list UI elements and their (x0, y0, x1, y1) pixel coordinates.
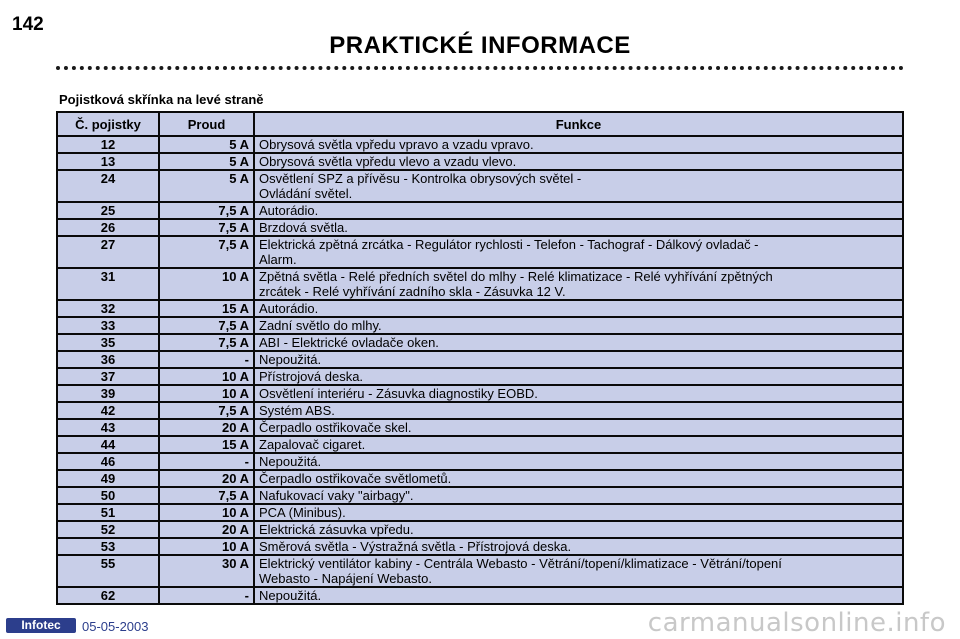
current-cell: 7,5 A (159, 219, 254, 236)
fuse-number-cell: 24 (57, 170, 159, 202)
function-line: Autorádio. (259, 301, 319, 316)
function-cell (254, 487, 903, 504)
function-cell (254, 419, 903, 436)
fuse-number-cell: 35 (57, 334, 159, 351)
function-line: Směrová světla - Výstražná světla - Přístrojová deska. (259, 539, 572, 554)
function-cell (254, 504, 903, 521)
function-line: Zadní světlo do mlhy. (259, 318, 382, 333)
function-cell (254, 470, 903, 487)
function-line: Elektrická zpětná zrcátka - Regulátor rychlosti - Telefon - Tachograf - Dálkový ovladač - (259, 237, 759, 252)
table-row (57, 555, 903, 587)
function-cell (254, 453, 903, 470)
current-cell: 20 A (159, 470, 254, 487)
table-row (57, 317, 903, 334)
current-cell: 5 A (159, 136, 254, 153)
current-cell: 30 A (159, 555, 254, 587)
function-line: Osvětlení SPZ a přívěsu - Kontrolka obrysových světel - (259, 171, 582, 186)
function-line: Osvětlení interiéru - Zásuvka diagnostiky EOBD. (259, 386, 538, 401)
fuse-number-cell: 13 (57, 153, 159, 170)
fuse-number-cell: 31 (57, 268, 159, 300)
function-cell (254, 351, 903, 368)
table-row (57, 385, 903, 402)
current-cell: 5 A (159, 170, 254, 202)
function-cell (254, 136, 903, 153)
function-cell (254, 317, 903, 334)
fuse-number-cell: 37 (57, 368, 159, 385)
function-line: Ovládání světel. (259, 186, 353, 201)
function-cell (254, 587, 903, 604)
page-number: 142 (12, 14, 44, 35)
fuse-number-cell: 36 (57, 351, 159, 368)
table-row (57, 268, 903, 300)
table-header-row (57, 112, 903, 136)
current-cell: 7,5 A (159, 334, 254, 351)
current-cell: 10 A (159, 368, 254, 385)
function-cell (254, 385, 903, 402)
fuse-number-cell: 32 (57, 300, 159, 317)
function-cell (254, 170, 903, 202)
table-row (57, 419, 903, 436)
fuse-number-cell: 27 (57, 236, 159, 268)
function-cell (254, 202, 903, 219)
function-line: zrcátek - Relé vyhřívání zadního skla - Zásuvka 12 V. (259, 284, 566, 299)
table-row (57, 504, 903, 521)
current-cell: 20 A (159, 419, 254, 436)
function-line: ABI - Elektrické ovladače oken. (259, 335, 439, 350)
function-cell (254, 555, 903, 587)
table-row (57, 470, 903, 487)
function-line: Zapalovač cigaret. (259, 437, 366, 452)
function-line: Nepoužitá. (259, 454, 322, 469)
header-fuse-number: Č. pojistky (57, 112, 159, 136)
table-row (57, 453, 903, 470)
current-cell: 7,5 A (159, 487, 254, 504)
current-cell: - (159, 453, 254, 470)
current-cell: 7,5 A (159, 236, 254, 268)
table-row (57, 153, 903, 170)
function-cell (254, 538, 903, 555)
function-line: Alarm. (259, 252, 297, 267)
table-row (57, 587, 903, 604)
fuse-number-cell: 51 (57, 504, 159, 521)
table-row (57, 219, 903, 236)
function-line: Nepoužitá. (259, 352, 322, 367)
table-row (57, 170, 903, 202)
function-cell (254, 368, 903, 385)
function-cell (254, 153, 903, 170)
table-row (57, 202, 903, 219)
fuse-number-cell: 42 (57, 402, 159, 419)
function-line: Elektrický ventilátor kabiny - Centrála Webasto - Větrání/topení/klimatizace - Větrání/topení (259, 556, 782, 571)
current-cell: - (159, 587, 254, 604)
table-row (57, 436, 903, 453)
current-cell: 20 A (159, 521, 254, 538)
current-cell: 10 A (159, 268, 254, 300)
fuse-number-cell: 55 (57, 555, 159, 587)
table-row (57, 351, 903, 368)
table-row (57, 521, 903, 538)
current-cell: 7,5 A (159, 317, 254, 334)
fuse-number-cell: 52 (57, 521, 159, 538)
fuse-number-cell: 44 (57, 436, 159, 453)
function-line: Nafukovací vaky "airbagy". (259, 488, 414, 503)
page-title: PRAKTICKÉ INFORMACE (329, 32, 631, 59)
fuse-number-cell: 39 (57, 385, 159, 402)
function-line: Zpětná světla - Relé předních světel do mlhy - Relé klimatizace - Relé vyhřívání zpětných (259, 269, 773, 284)
fuse-number-cell: 25 (57, 202, 159, 219)
table-row (57, 487, 903, 504)
function-line: Brzdová světla. (259, 220, 348, 235)
table-row (57, 300, 903, 317)
table-row (57, 368, 903, 385)
current-cell: 7,5 A (159, 402, 254, 419)
function-line: Autorádio. (259, 203, 319, 218)
current-cell: 5 A (159, 153, 254, 170)
section-subtitle: Pojistková skřínka na levé straně (59, 92, 264, 107)
fuse-number-cell: 43 (57, 419, 159, 436)
fuse-number-cell: 12 (57, 136, 159, 153)
function-line: Nepoužitá. (259, 588, 322, 603)
table-row (57, 236, 903, 268)
header-current: Proud (159, 112, 254, 136)
current-cell: 10 A (159, 538, 254, 555)
current-cell: 15 A (159, 300, 254, 317)
table-row (57, 136, 903, 153)
function-line: Obrysová světla vpředu vlevo a vzadu vlevo. (259, 154, 517, 169)
function-line: Čerpadlo ostřikovače světlometů. (259, 471, 452, 486)
table-row (57, 538, 903, 555)
current-cell: 10 A (159, 504, 254, 521)
function-cell (254, 236, 903, 268)
fuse-number-cell: 46 (57, 453, 159, 470)
function-cell (254, 521, 903, 538)
footer-date: 05-05-2003 (82, 619, 149, 634)
fuse-number-cell: 49 (57, 470, 159, 487)
dotted-divider (56, 66, 904, 70)
fuse-number-cell: 50 (57, 487, 159, 504)
fuse-number-cell: 62 (57, 587, 159, 604)
fuse-number-cell: 33 (57, 317, 159, 334)
function-cell (254, 300, 903, 317)
header-function: Funkce (254, 112, 903, 136)
function-line: Obrysová světla vpředu vpravo a vzadu vpravo. (259, 137, 534, 152)
function-line: Přístrojová deska. (259, 369, 364, 384)
current-cell: - (159, 351, 254, 368)
current-cell: 10 A (159, 385, 254, 402)
function-line: Webasto - Napájení Webasto. (259, 571, 432, 586)
fuse-table-body (57, 136, 903, 604)
function-cell (254, 334, 903, 351)
function-line: Elektrická zásuvka vpředu. (259, 522, 414, 537)
fuse-number-cell: 53 (57, 538, 159, 555)
function-cell (254, 402, 903, 419)
table-row (57, 402, 903, 419)
table-row (57, 334, 903, 351)
function-line: Čerpadlo ostřikovače skel. (259, 420, 412, 435)
fuse-number-cell: 26 (57, 219, 159, 236)
function-cell (254, 219, 903, 236)
watermark: carmanualsonline.info (647, 608, 946, 638)
function-cell (254, 436, 903, 453)
function-cell (254, 268, 903, 300)
current-cell: 7,5 A (159, 202, 254, 219)
function-line: Systém ABS. (259, 403, 335, 418)
infotec-logo: Infotec (6, 618, 76, 633)
function-line: PCA (Minibus). (259, 505, 346, 520)
fuse-table (56, 111, 904, 605)
current-cell: 15 A (159, 436, 254, 453)
